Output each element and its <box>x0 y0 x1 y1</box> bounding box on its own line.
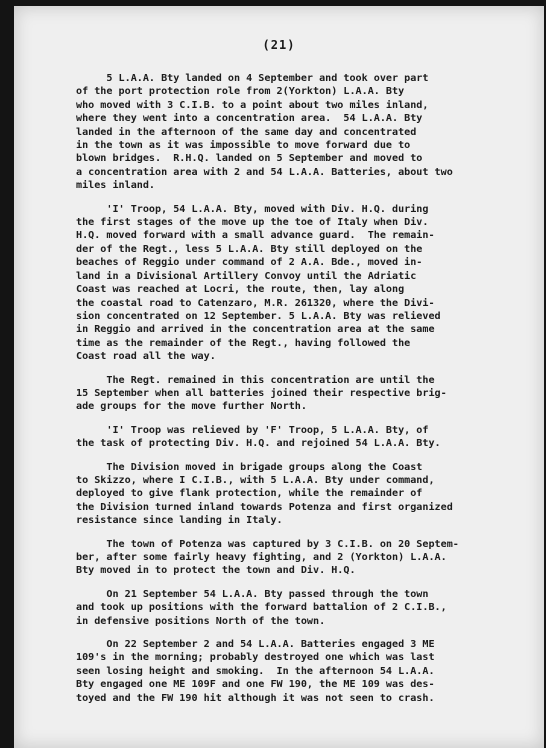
text-line: miles inland. <box>76 180 156 192</box>
text-line: 15 September when all batteries joined their respective brig- <box>76 387 447 399</box>
document-body <box>76 72 536 715</box>
paragraph <box>76 638 536 705</box>
paragraph <box>76 588 536 628</box>
text-line: Bty engaged one ME 109F and one FW 190, the ME 109 was des- <box>76 679 435 691</box>
text-line: blown bridges. R.H.Q. landed on 5 September and moved to <box>76 153 423 165</box>
text-line: deployed to give flank protection, while the remainder of <box>76 488 423 500</box>
text-line: the task of protecting Div. H.Q. and rejoined 54 L.A.A. Bty. <box>76 438 441 450</box>
text-line: in Reggio and arrived in the concentration area at the same <box>76 324 435 336</box>
text-line: in defensive positions North of the town. <box>76 615 326 627</box>
text-line: The town of Potenza was captured by 3 C.I.B. on 20 Septem- <box>76 538 459 550</box>
text-line: seen losing height and smoking. In the afternoon 54 L.A.A. <box>76 665 435 677</box>
text-line: a concentration area with 2 and 54 L.A.A. Batteries, about two <box>76 166 453 178</box>
text-line: Coast road all the way. <box>76 351 216 363</box>
text-line: ber, after some fairly heavy fighting, and 2 (Yorkton) L.A.A. <box>76 552 447 563</box>
paragraph <box>76 203 536 364</box>
paragraph <box>76 538 536 578</box>
paragraph <box>76 461 536 528</box>
text-line: On 21 September 54 L.A.A. Bty passed through the town <box>76 588 429 600</box>
text-line: landed in the afternoon of the same day and concentrated <box>76 126 417 138</box>
text-line: the Division turned inland towards Potenza and first organized <box>76 501 453 513</box>
paragraph <box>76 72 536 193</box>
text-line: where they went into a concentration area. 54 L.A.A. Bty <box>76 113 423 125</box>
text-line: resistance since landing in Italy. <box>76 515 283 527</box>
text-line: beaches of Reggio under command of 2 A.A. Bde., moved in- <box>76 257 423 269</box>
text-line: Coast was reached at Locri, the route, then, lay along <box>76 284 405 296</box>
text-line: On 22 September 2 and 54 L.A.A. Batteries engaged 3 ME <box>76 639 435 651</box>
text-line: der of the Regt., less 5 L.A.A. Bty still deployed on the <box>76 243 423 255</box>
text-line: the coastal road to Catenzaro, M.R. 261320, where the Divi- <box>76 297 435 309</box>
text-line: 'I' Troop was relieved by 'F' Troop, 5 L.A.A. Bty, of <box>76 424 429 436</box>
paragraph <box>76 374 536 414</box>
text-line: time as the remainder of the Regt., having followed the <box>76 337 411 349</box>
text-line: Bty moved in to protect the town and Div. H.Q. <box>76 565 356 577</box>
text-line: in the town as it was impossible to move forward due to <box>76 140 411 152</box>
text-line: who moved with 3 C.I.B. to a point about two miles inland, <box>76 99 429 111</box>
text-line: ade groups for the move further North. <box>76 401 307 413</box>
text-line: The Division moved in brigade groups along the Coast <box>76 461 423 473</box>
page-number: (21) <box>262 38 296 52</box>
text-line: of the port protection role from 2(Yorkton) L.A.A. Bty <box>76 86 405 98</box>
text-line: land in a Divisional Artillery Convoy until the Adriatic <box>76 270 417 282</box>
text-line: sion concentrated on 12 September. 5 L.A.A. Bty was relieved <box>76 310 441 322</box>
paragraph <box>76 424 536 451</box>
text-line: 109's in the morning; probably destroyed one which was last <box>76 652 435 664</box>
text-line: H.Q. moved forward with a small advance guard. The remain- <box>76 230 435 242</box>
text-line: toyed and the FW 190 hit although it was not seen to crash. <box>76 692 435 704</box>
text-line: to Skizzo, where I C.I.B., with 5 L.A.A. Bty under command, <box>76 474 435 486</box>
document-page <box>14 6 544 748</box>
text-line: and took up positions with the forward battalion of 2 C.I.B., <box>76 602 447 614</box>
text-line: 5 L.A.A. Bty landed on 4 September and took over part <box>76 73 429 84</box>
text-line: The Regt. remained in this concentration are until the <box>76 374 435 386</box>
text-line: 'I' Troop, 54 L.A.A. Bty, moved with Div. H.Q. during <box>76 203 429 215</box>
text-line: the first stages of the move up the toe of Italy when Div. <box>76 217 429 229</box>
